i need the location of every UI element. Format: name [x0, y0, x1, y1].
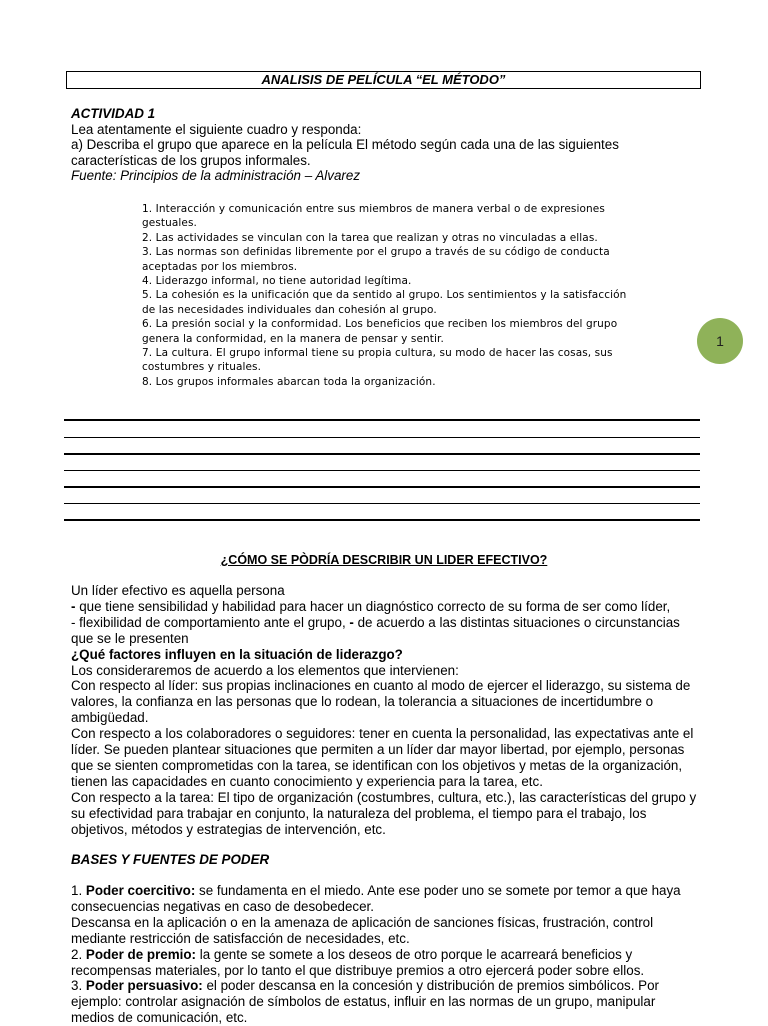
activity-source: Fuente: Principios de la administración – Alvarez [71, 168, 361, 184]
list-item: 6. La presión social y la conformidad. Los beneficios que reciben los miembros del grupo genera la conformidad, en la manera de pensar y sentir. [142, 318, 618, 345]
power-persuasive: 3. Poder persuasivo: el poder descansa en la concesión y distribución de premios simbólicos. Por ejemplo: controlar asignación de símbolos de estatus, influir en las normas de un grupo, manipular medios de comunicación, etc. [71, 978, 659, 1026]
activity-instruction: Lea atentamente el siguiente cuadro y responda: [71, 121, 362, 137]
leader-intro: Un líder efectivo es aquella persona [71, 583, 285, 598]
activity-question-line1: a) Describa el grupo que aparece en la película El método según cada una de las siguientes [71, 137, 619, 153]
list-item: 4. Liderazgo informal, no tiene autoridad legítima. [142, 275, 412, 288]
characteristics-list [142, 202, 632, 389]
leader-section [71, 583, 701, 838]
list-item: 8. Los grupos informales abarcan toda la organización. [142, 375, 436, 388]
activity-section [71, 106, 711, 184]
answer-line [64, 419, 700, 421]
activity-question-line2: características de los grupos informales. [71, 152, 311, 168]
leader-trait-2: - flexibilidad de comportamiento ante el grupo, - de acuerdo a las distintas situaciones o circunstancias que se le presenten [71, 614, 680, 646]
factor-followers: Con respecto a los colaboradores o seguidores: tener en cuenta la personalidad, las expectativas ante el líder. Se pueden plantear situaciones que permiten a un líder dar mayor libertad, por ejemplo, personas que se sienten comprometidas con la tarea, se identifican con los objetivos y metas de la organización, tienen las capacidades en cuanto conocimiento y experiencia para la tarea, etc. [71, 726, 694, 789]
answer-line [64, 437, 700, 438]
leader-trait-1: - que tiene sensibilidad y habilidad para hacer un diagnóstico correcto de su forma de ser como líder, [71, 598, 671, 614]
section-heading-power: BASES Y FUENTES DE PODER [71, 852, 270, 867]
section-heading-leader: ¿CÓMO SE PÒDRÍA DESCRIBIR UN LIDER EFECTIVO? [220, 553, 548, 567]
answer-line [64, 453, 700, 455]
factors-question: ¿Qué factores influyen en la situación de liderazgo? [71, 646, 403, 662]
answer-line [64, 519, 700, 521]
power-section [71, 883, 701, 1026]
list-item: 3. Las normas son definidas libremente por el grupo a través de su código de conducta aceptadas por los miembros. [142, 246, 610, 273]
power-coercive: 1. Poder coercitivo: se fundamenta en el miedo. Ante ese poder uno se somete por temor a que haya consecuencias negativas en caso de desobedecer. [71, 883, 681, 914]
factors-intro: Los consideraremos de acuerdo a los elementos que intervienen: [71, 662, 459, 678]
page-number-badge: 1 [697, 318, 743, 364]
list-item: 5. La cohesión es la unificación que da sentido al grupo. Los sentimientos y la satisfacción de las necesidades individuales dan cohesión al grupo. [142, 289, 627, 316]
power-reward: 2. Poder de premio: la gente se somete a los deseos de otro porque le acarreará beneficios y recompensas materiales, por lo tanto el que distribuye premios a otro ejercerá poder sobre ellos. [71, 946, 645, 978]
answer-line [64, 470, 700, 471]
list-item: 1. Interacción y comunicación entre sus miembros de manera verbal o de expresiones gestuales. [142, 203, 605, 230]
answer-line [64, 503, 700, 504]
activity-title: ACTIVIDAD 1 [71, 106, 156, 121]
document-title: ANALISIS DE PELÍCULA “EL MÉTODO” [66, 71, 701, 89]
power-coercive-detail: Descansa en la aplicación o en la amenaza de aplicación de sanciones físicas, frustración, control mediante restricción de satisfacción de necesidades, etc. [71, 914, 654, 946]
list-item: 2. Las actividades se vinculan con la tarea que realizan y otras no vinculadas a ellas. [142, 231, 598, 244]
list-item: 7. La cultura. El grupo informal tiene su propia cultura, su modo de hacer las cosas, sus costumbres y rituales. [142, 347, 613, 374]
answer-line [64, 486, 700, 488]
factor-task: Con respecto a la tarea: El tipo de organización (costumbres, cultura, etc.), las características del grupo y su efectividad para trabajar en conjunto, la naturaleza del problema, el tiempo para el trabajo, los objetivos, métodos y estrategias de intervención, etc. [71, 789, 697, 837]
factor-leader: Con respecto al líder: sus propias inclinaciones en cuanto al modo de ejercer el liderazgo, su sistema de valores, la confianza en las personas que lo rodean, la tolerancia a situaciones de incertidumbre o ambigüedad. [71, 678, 691, 726]
